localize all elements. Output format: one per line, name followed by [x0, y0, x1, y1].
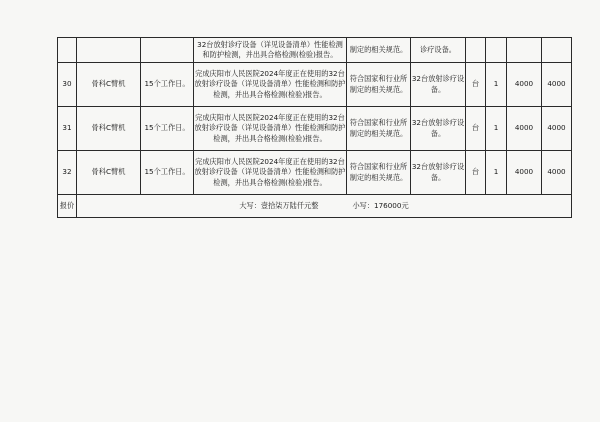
cell-name: 骨科C臂机: [77, 151, 141, 195]
cell-unit: 台: [466, 151, 486, 195]
table-row-continued: [58, 38, 572, 63]
cell-count: [486, 38, 507, 63]
cell-period: 15个工作日。: [141, 63, 194, 107]
cell-quantity-text: 32台放射诊疗设备。: [411, 151, 466, 195]
quotation-table: [57, 37, 572, 218]
cell-count: 1: [486, 107, 507, 151]
quote-capital: 大写：壹拾柒万陆仟元整: [239, 200, 319, 210]
table-row: [58, 63, 572, 107]
cell-no: 32: [58, 151, 77, 195]
cell-quantity-text: 32台放射诊疗设备。: [411, 107, 466, 151]
cell-no: 30: [58, 63, 77, 107]
cell-name: 骨科C臂机: [77, 63, 141, 107]
cell-description: 完成庆阳市人民医院2024年度正在使用的32台放射诊疗设备（详见设备清单）性能检测和防护检测，并出具合格检测(检验)报告。: [194, 63, 347, 107]
cell-period: [141, 38, 194, 63]
table-row: [58, 151, 572, 195]
cell-name: [77, 38, 141, 63]
cell-name: 骨科C臂机: [77, 107, 141, 151]
cell-period: 15个工作日。: [141, 151, 194, 195]
cell-total: [542, 38, 572, 63]
cell-unit: [466, 38, 486, 63]
cell-standard: 符合国家和行业所制定的相关规范。: [347, 63, 411, 107]
quote-label: 报价: [58, 195, 77, 218]
cell-unit: 台: [466, 107, 486, 151]
cell-unit-price: [507, 38, 542, 63]
cell-total: 4000: [542, 151, 572, 195]
cell-standard: 符合国家和行业所制定的相关规范。: [347, 151, 411, 195]
quote-small: 小写：176000元: [352, 200, 409, 210]
cell-period: 15个工作日。: [141, 107, 194, 151]
table-row: [58, 107, 572, 151]
cell-count: 1: [486, 151, 507, 195]
cell-unit-price: 4000: [507, 63, 542, 107]
cell-total: 4000: [542, 63, 572, 107]
cell-quantity-text: 32台放射诊疗设备。: [411, 63, 466, 107]
cell-standard: 制定的相关规范。: [347, 38, 411, 63]
quote-row: [58, 195, 572, 218]
cell-unit-price: 4000: [507, 107, 542, 151]
cell-unit: 台: [466, 63, 486, 107]
cell-description: 完成庆阳市人民医院2024年度正在使用的32台放射诊疗设备（详见设备清单）性能检测和防护检测，并出具合格检测(检验)报告。: [194, 107, 347, 151]
cell-quantity-text: 诊疗设备。: [411, 38, 466, 63]
cell-description: 32台放射诊疗设备（详见设备清单）性能检测和防护检测，并出具合格检测(检验)报告。: [194, 38, 347, 63]
quote-amount-cell: [77, 195, 572, 218]
cell-total: 4000: [542, 107, 572, 151]
cell-description: 完成庆阳市人民医院2024年度正在使用的32台放射诊疗设备（详见设备清单）性能检测和防护检测，并出具合格检测(检验)报告。: [194, 151, 347, 195]
cell-no: [58, 38, 77, 63]
cell-unit-price: 4000: [507, 151, 542, 195]
cell-count: 1: [486, 63, 507, 107]
cell-no: 31: [58, 107, 77, 151]
cell-standard: 符合国家和行业所制定的相关规范。: [347, 107, 411, 151]
